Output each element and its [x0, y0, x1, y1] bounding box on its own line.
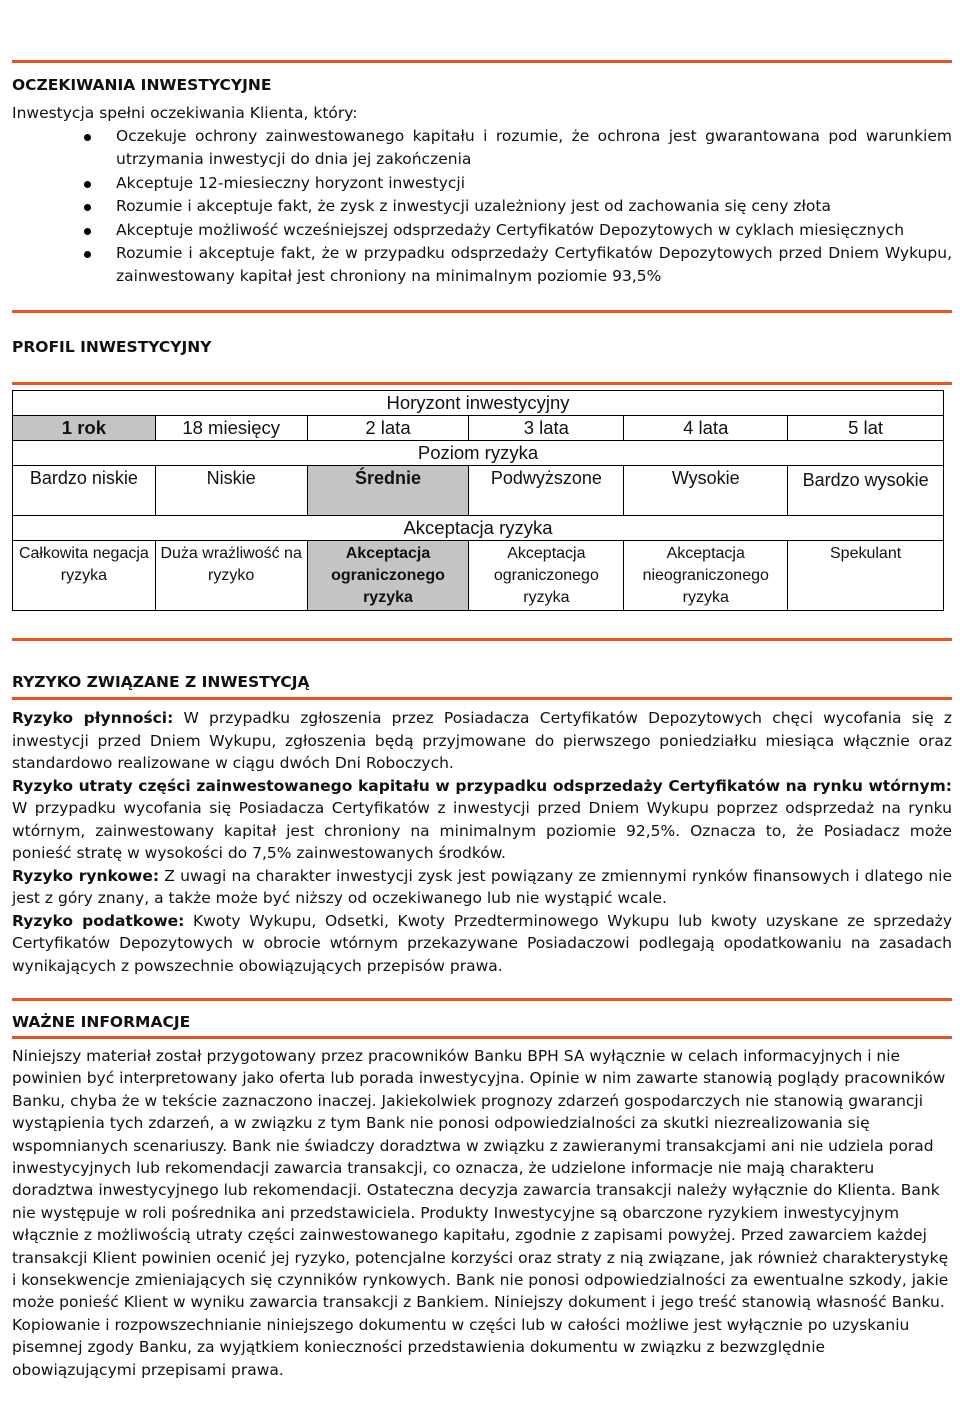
ryzyko-item — [12, 707, 952, 775]
wazne-body: Niniejszy materiał został przygotowany przez pracowników Banku BPH SA wyłącznie w celach informacyjnych i nie powinien być interpretowany jako oferta lub porada inwestycyjna. Opinie w nim zawarte stanowią poglądy pracowników Banku, chyba że w tekście zaznaczono inaczej. Jakiekolwiek prognozy zdarzeń gospodarczych nie stanowią gwarancji wystąpienia tych zdarzeń, a w związku z tym Bank nie ponosi odpowiedzialności za skutki niezrealizowania się wspomnianych scenariuszy. Bank nie świadczy doradztwa w związku z zawieranymi transakcjami ani nie udziela porad inwestycyjnych lub rekomendacji zawarcia transakcji, co oznacza, że udzielone informacje nie mają charakteru doradztwa inwestycyjnego lub rekomendacji. Ostateczna decyzja zawarcia transakcji należy wyłącznie do Klienta. Bank nie występuje w roli pośrednika ani przedstawiciela. Produkty Inwestycyjne są obarczone ryzykiem inwestycyjnym włącznie z możliwością utraty części zainwestowanego kapitału, zgodnie z zapisami powyżej. Przed zawarciem każdej transakcji Klient powinien ocenić jej ryzyko, potencjalne korzyści oraz straty z nią związane, jak również charakterystykę i konsekwencje zmieniających się czynników rynkowych. Bank nie ponosi odpowiedzialności za ewentualne szkody, jakie może ponieść Klient w wyniku zawarcia transakcji z Bankiem. Niniejszy dokument i jego treść stanowią własność Banku. Kopiowanie i rozpowszechnianie niniejszego dokumentu w części lub w całości możliwe jest wyłącznie po uzyskaniu pisemnej zgody Banku, za wyjątkiem konieczności przedstawienia dokumentu w związku z bezwzględnie obowiązującymi przepisami prawa. — [12, 1047, 949, 1379]
poziom-cell: Niskie — [155, 466, 307, 516]
ryzyko-label: Ryzyko podatkowe: — [12, 911, 185, 930]
horyzont-cell: 4 lata — [624, 416, 788, 441]
ryzyko-label: Ryzyko utraty części zainwestowanego kapitału w przypadku odsprzedaży Certyfikatów na rynku wtórnym: — [12, 776, 952, 795]
akceptacja-cell: Akceptacja ograniczonego ryzyka — [469, 541, 624, 611]
section-divider — [12, 998, 952, 1001]
poziom-cell: Bardzo wysokie — [788, 466, 944, 516]
poziom-cell: Średnie — [307, 466, 469, 516]
section-divider — [12, 638, 952, 641]
section-divider — [12, 310, 952, 313]
list-item: Akceptuje 12-miesieczny horyzont inwestycji — [12, 172, 952, 195]
section-title-oczekiwania: OCZEKIWANIA INWESTYCYJNE — [12, 76, 272, 94]
section-divider — [12, 697, 952, 700]
oczekiwania-intro: Inwestycja spełni oczekiwania Klienta, który: — [12, 104, 358, 122]
list-item: Oczekuje ochrony zainwestowanego kapitału i rozumie, że ochrona jest gwarantowana pod warunkiem utrzymania inwestycji do dnia jej zakończenia — [12, 125, 952, 172]
section-title-wazne: WAŻNE INFORMACJE — [12, 1013, 191, 1031]
section-divider — [12, 1036, 952, 1039]
ryzyko-item — [12, 865, 952, 910]
bullet-icon — [84, 204, 91, 211]
profil-table — [12, 390, 944, 611]
section-divider — [12, 60, 952, 63]
horyzont-cell: 3 lata — [469, 416, 624, 441]
bullet-icon — [84, 134, 91, 141]
akceptacja-cell: Spekulant — [788, 541, 944, 611]
ryzyko-text: Kwoty Wykupu, Odsetki, Kwoty Przedterminowego Wykupu lub kwoty uzyskane ze sprzedaży Certyfikatów Depozytowych w obrocie wtórnym przekazywane Posiadaczowi podlegają opodatkowaniu na zasadach wynikających z powszechnie obowiązujących przepisów prawa. — [12, 911, 952, 975]
poziom-header: Poziom ryzyka — [13, 441, 944, 466]
section-divider — [12, 382, 952, 385]
akceptacja-header: Akceptacja ryzyka — [13, 516, 944, 541]
bullet-icon — [84, 251, 91, 258]
list-item: Rozumie i akceptuje fakt, że w przypadku odsprzedaży Certyfikatów Depozytowych przed Dniem Wykupu, zainwestowany kapitał jest chroniony na minimalnym poziomie 93,5% — [12, 242, 952, 289]
horyzont-cell: 18 miesięcy — [155, 416, 307, 441]
oczekiwania-list — [12, 125, 952, 289]
horyzont-cell: 5 lat — [788, 416, 944, 441]
akceptacja-cell: Całkowita negacja ryzyka — [13, 541, 156, 611]
list-item: Rozumie i akceptuje fakt, że zysk z inwestycji uzależniony jest od zachowania się ceny złota — [12, 195, 952, 218]
poziom-cell: Wysokie — [624, 466, 788, 516]
poziom-cell: Podwyższone — [469, 466, 624, 516]
ryzyko-text: W przypadku zgłoszenia przez Posiadacza Certyfikatów Depozytowych chęci wycofania się z inwestycji przed Dniem Wykupu, zgłoszenia będą przyjmowane do pierwszego poniedziałku miesiąca włącznie oraz standardowo realizowane w ciągu dwóch Dni Roboczych. — [12, 709, 953, 772]
ryzyko-body — [12, 707, 952, 977]
akceptacja-cell: Akceptacja nieograniczonego ryzyka — [624, 541, 788, 611]
akceptacja-cell: Duża wrażliwość na ryzyko — [155, 541, 307, 611]
akceptacja-cell: Akceptacja ograniczonego ryzyka — [307, 541, 469, 611]
section-title-ryzyko: RYZYKO ZWIĄZANE Z INWESTYCJĄ — [12, 673, 310, 691]
ryzyko-label: Ryzyko płynności: — [12, 709, 174, 727]
ryzyko-item — [12, 775, 952, 865]
list-item: Akceptuje możliwość wcześniejszej odsprzedaży Certyfikatów Depozytowych w cyklach miesięcznych — [12, 219, 952, 242]
ryzyko-text: Z uwagi na charakter inwestycji zysk jest powiązany ze zmiennymi rynków finansowych i dlatego nie jest z góry znany, a także może być niższy od oczekiwanego lub nie wystąpić wcale. — [12, 866, 952, 907]
ryzyko-label: Ryzyko rynkowe: — [12, 866, 160, 885]
horyzont-header: Horyzont inwestycyjny — [13, 391, 944, 416]
horyzont-cell: 1 rok — [13, 416, 156, 441]
poziom-cell: Bardzo niskie — [13, 466, 156, 516]
horyzont-cell: 2 lata — [307, 416, 469, 441]
ryzyko-item — [12, 910, 952, 978]
section-title-profil: PROFIL INWESTYCYJNY — [12, 338, 212, 356]
bullet-icon — [84, 228, 91, 235]
ryzyko-text: W przypadku wycofania się Posiadacza Certyfikatów z inwestycji przed Dniem Wykupu poprzez odsprzedaż na rynku wtórnym, zainwestowany kapitał jest chroniony na minimalnym poziomie 92,5%. Oznacza to, że Posiadacz może ponieść stratę w wysokości do 7,5% zainwestowanych środków. — [12, 799, 952, 862]
bullet-icon — [84, 181, 91, 188]
